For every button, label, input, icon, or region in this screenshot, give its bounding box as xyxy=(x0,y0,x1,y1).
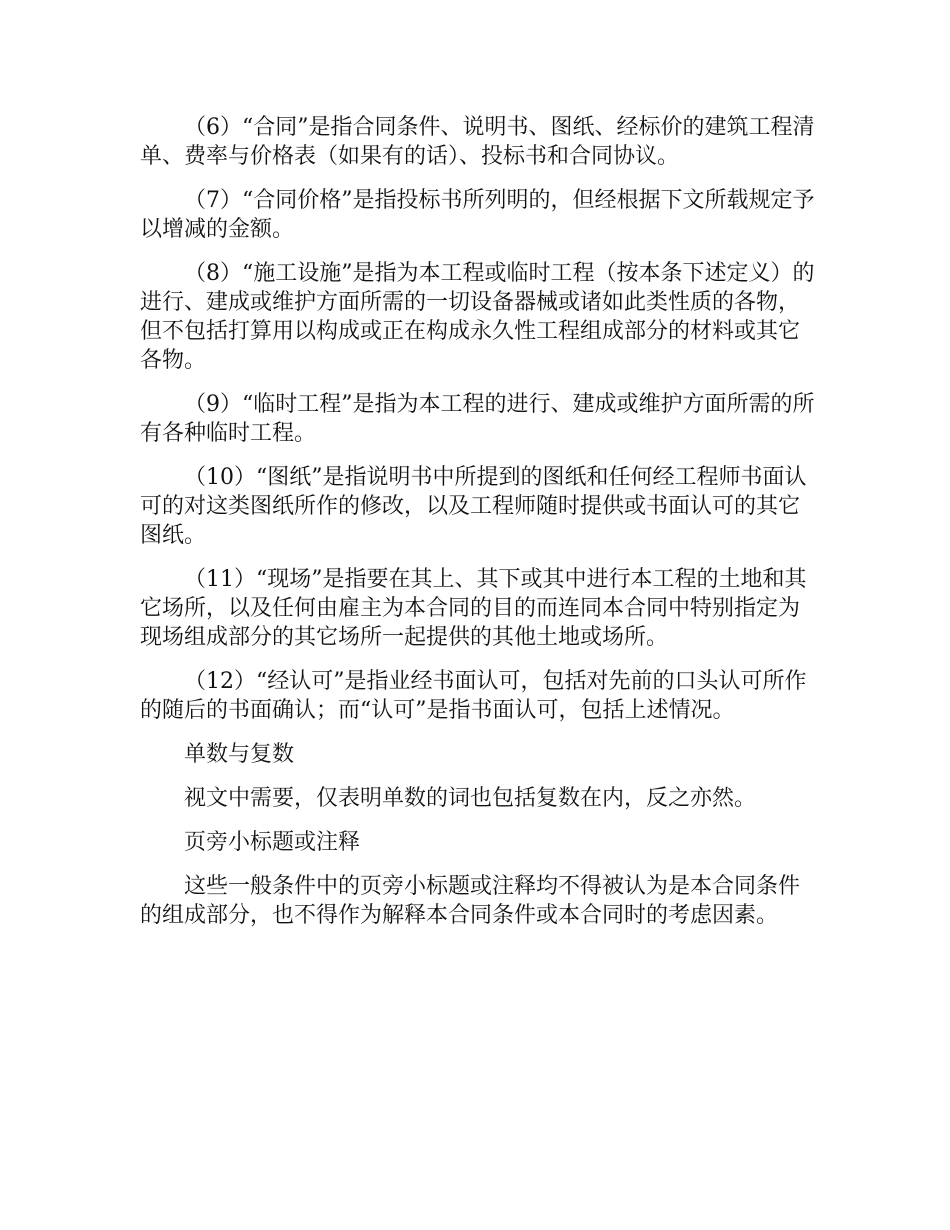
clause-8-constructional-plant: （8）“施工设施”是指为本工程或临时工程（按本条下述定义）的进行、建成或维护方面所需的一切设备器械或诸如此类性质的各物，但不包括打算用以构成或正在构成永久性工程组成部分的材料或其它各物。 xyxy=(140,261,815,373)
clause-9-temporary-works: （9）“临时工程”是指为本工程的进行、建成或维护方面所需的所有各种临时工程。 xyxy=(140,392,815,446)
clause-10-drawings: （10）“图纸”是指说明书中所提到的图纸和任何经工程师书面认可的对这类图纸所作的修改，以及工程师随时提供或书面认可的其它图纸。 xyxy=(140,465,807,548)
document-body xyxy=(140,113,820,945)
section-heading-singular-plural: 单数与复数 xyxy=(184,742,295,767)
section-heading-marginal-notes: 页旁小标题或注释 xyxy=(184,830,361,855)
clause-7-contract-price: （7）“合同价格”是指投标书所列明的，但经根据下文所载规定予以增减的金额。 xyxy=(140,188,815,242)
clause-12-approved: （12）“经认可”是指业经书面认可，包括对先前的口头认可所作的随后的书面确认；而“认可”是指书面认可，包括上述情况。 xyxy=(140,669,807,723)
clause-11-site: （11）“现场”是指要在其上、其下或其中进行本工程的土地和其它场所，以及任何由雇主为本合同的目的而连同本合同中特别指定为现场组成部分的其它场所一起提供的其他土地或场所。 xyxy=(140,567,807,650)
singular-plural-text: 视文中需要，仅表明单数的词也包括复数在内，反之亦然。 xyxy=(184,786,757,811)
clause-6-contract: （6）“合同”是指合同条件、说明书、图纸、经标价的建筑工程清单、费率与价格表（如果有的话）、投标书和合同协议。 xyxy=(140,115,815,169)
marginal-notes-text: 这些一般条件中的页旁小标题或注释均不得被认为是本合同条件的组成部分，也不得作为解释本合同条件或本合同时的考虑因素。 xyxy=(140,874,801,928)
